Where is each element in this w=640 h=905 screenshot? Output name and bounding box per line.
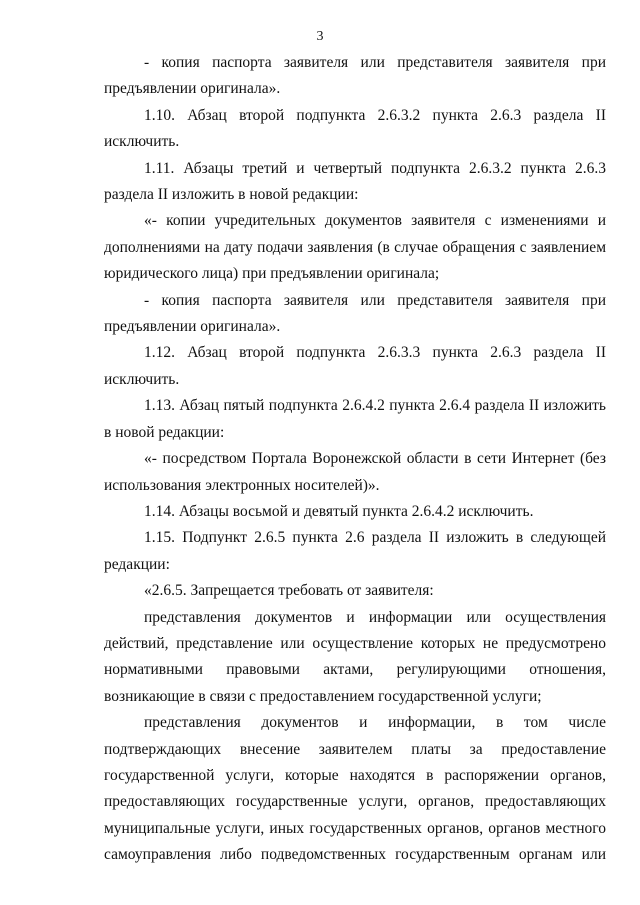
paragraph-item-1-11: 1.11. Абзацы третий и четвертый подпункта 2.6.3.2 пункта 2.6.3 раздела II изложить в новой редакции: [104,159,606,204]
paragraph-founding-docs: «- копии учредительных документов заявителя с изменениями и дополнениями на дату подачи заявления (в случае обращения с заявлением юридического лица) при предъявлении оригинала; [104,212,606,283]
document-body [104,50,606,869]
paragraph-item-1-12: 1.12. Абзац второй подпункта 2.6.3.3 пункта 2.6.3 раздела II исключить. [104,344,606,388]
paragraph-documents-actions: представления документов и информации или осуществления действий, представление или осуществление которых не предусмотрено нормативными правовыми актами, регулирующими отношения, возникающие в связи с предоставлением государственной услуги; [104,608,606,705]
paragraph-item-1-15: 1.15. Подпункт 2.6.5 пункта 2.6 раздела II изложить в следующей редакции: [104,529,606,573]
paragraph-item-1-14: 1.14. Абзацы восьмой и девятый пункта 2.6.4.2 исключить. [144,502,534,520]
paragraph-item-1-10: 1.10. Абзац второй подпункта 2.6.3.2 пункта 2.6.3 раздела II исключить. [104,106,606,151]
paragraph-portal: «- посредством Портала Воронежской области в сети Интернет (без использования электронных носителей)». [104,450,606,494]
paragraph-passport-copy-2: - копия паспорта заявителя или представителя заявителя при предъявлении оригинала». [104,291,606,336]
paragraph-item-1-13: 1.13. Абзац пятый подпункта 2.6.4.2 пункта 2.6.4 раздела II изложить в новой редакции: [104,397,606,441]
paragraph-documents-information: представления документов и информации, в том числе подтверждающих внесение заявителем платы за предоставление государственной услуги, которые находятся в распоряжении органов, предоставляющих государственные услуги, органов, предоставляющих муниципальные услуги, иных государственных органов, органов местного самоуправления либо подведомственных государственным органам или [104,714,606,864]
paragraph-passport-copy-1: - копия паспорта заявителя или представителя заявителя при предъявлении оригинала». [104,54,606,98]
paragraph-2-6-5: «2.6.5. Запрещается требовать от заявителя: [144,582,434,600]
page-number: 3 [316,29,324,44]
